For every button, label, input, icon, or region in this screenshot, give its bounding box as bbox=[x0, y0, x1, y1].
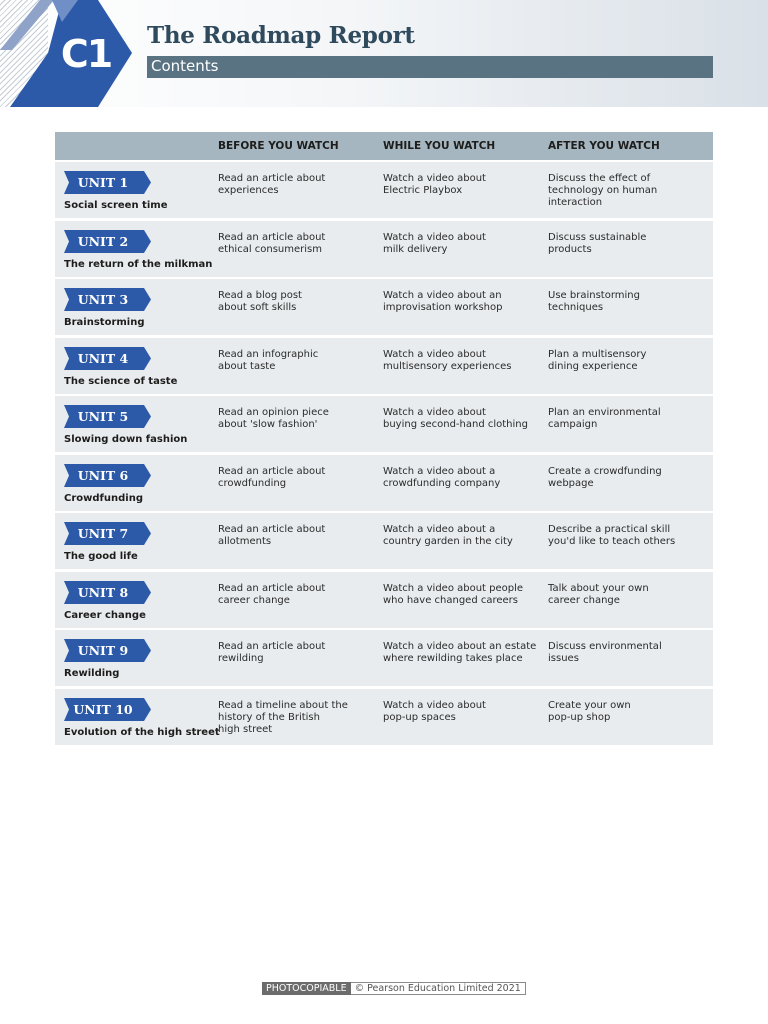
table-row bbox=[55, 689, 713, 745]
unit-title: Slowing down fashion bbox=[64, 434, 188, 445]
after-you-watch-cell: Discuss environmental issues bbox=[548, 641, 662, 664]
photocopiable-label: PHOTOCOPIABLE bbox=[262, 982, 351, 995]
before-you-watch-cell: Read an article about experiences bbox=[218, 173, 326, 196]
unit-title: Brainstorming bbox=[64, 317, 145, 328]
table-row bbox=[55, 221, 713, 277]
table-row bbox=[55, 513, 713, 569]
while-you-watch-cell: Watch a video about an improvisation workshop bbox=[383, 290, 503, 313]
after-you-watch-cell: Discuss sustainable products bbox=[548, 231, 647, 255]
unit-title: Social screen time bbox=[64, 200, 168, 211]
after-you-watch-cell: Plan an environmental campaign bbox=[548, 407, 661, 430]
while-you-watch-cell: Watch a video about a crowdfunding company bbox=[383, 465, 501, 489]
column-header-after: AFTER YOU WATCH bbox=[548, 140, 660, 152]
while-you-watch-cell: Watch a video about buying second-hand clothing bbox=[383, 407, 528, 430]
unit-title: Evolution of the high street bbox=[64, 726, 220, 738]
subtitle-bar bbox=[147, 56, 713, 78]
table-row bbox=[55, 162, 713, 218]
before-you-watch-cell: Read an article about ethical consumerism bbox=[218, 231, 326, 255]
after-you-watch-cell: Talk about your own career change bbox=[548, 582, 649, 606]
table-row bbox=[55, 338, 713, 394]
level-badge: C1 bbox=[60, 32, 112, 76]
while-you-watch-cell: Watch a video about a country garden in the city bbox=[383, 524, 513, 547]
unit-number: UNIT 4 bbox=[77, 350, 129, 366]
unit-title: Rewilding bbox=[64, 668, 120, 679]
unit-title: Career change bbox=[64, 609, 146, 621]
unit-number: UNIT 6 bbox=[77, 467, 129, 483]
unit-title: The good life bbox=[64, 551, 138, 562]
page-title: The Roadmap Report bbox=[147, 22, 415, 49]
unit-number: UNIT 5 bbox=[77, 409, 129, 424]
before-you-watch-cell: Read an infographic about taste bbox=[218, 348, 319, 372]
table-row bbox=[55, 572, 713, 628]
unit-number: UNIT 8 bbox=[77, 584, 129, 600]
column-header-before: BEFORE YOU WATCH bbox=[218, 140, 339, 152]
unit-title: The science of taste bbox=[64, 375, 178, 387]
table-row bbox=[55, 279, 713, 335]
after-you-watch-cell: Describe a practical skill you'd like to teach others bbox=[548, 524, 676, 547]
before-you-watch-cell: Read an article about career change bbox=[218, 582, 326, 606]
after-you-watch-cell: Plan a multisensory dining experience bbox=[548, 348, 647, 372]
before-you-watch-cell: Read an opinion piece about 'slow fashion' bbox=[218, 407, 329, 430]
table-row bbox=[55, 630, 713, 686]
while-you-watch-cell: Watch a video about people who have changed careers bbox=[383, 582, 524, 606]
copyright-notice: © Pearson Education Limited 2021 bbox=[351, 982, 526, 995]
before-you-watch-cell: Read an article about rewilding bbox=[218, 641, 326, 664]
after-you-watch-cell: Create your own pop-up shop bbox=[548, 699, 631, 723]
page-subtitle: Contents bbox=[151, 57, 219, 75]
while-you-watch-cell: Watch a video about Electric Playbox bbox=[383, 173, 486, 196]
unit-number: UNIT 10 bbox=[73, 701, 133, 717]
before-you-watch-cell: Read a timeline about the history of the British high street bbox=[218, 699, 348, 735]
while-you-watch-cell: Watch a video about milk delivery bbox=[383, 231, 486, 255]
after-you-watch-cell: Use brainstorming techniques bbox=[548, 290, 640, 313]
unit-title: The return of the milkman bbox=[64, 258, 213, 270]
before-you-watch-cell: Read an article about crowdfunding bbox=[218, 465, 326, 489]
after-you-watch-cell: Create a crowdfunding webpage bbox=[548, 465, 662, 489]
unit-number: UNIT 2 bbox=[77, 233, 129, 249]
unit-number: UNIT 9 bbox=[77, 643, 129, 658]
table-row bbox=[55, 396, 713, 452]
before-you-watch-cell: Read a blog post about soft skills bbox=[218, 290, 302, 313]
table-header bbox=[55, 132, 713, 160]
contents-table bbox=[55, 132, 713, 745]
unit-number: UNIT 1 bbox=[77, 175, 129, 190]
footer bbox=[262, 982, 526, 995]
table-row bbox=[55, 455, 713, 511]
after-you-watch-cell: Discuss the effect of technology on human interaction bbox=[548, 173, 658, 208]
while-you-watch-cell: Watch a video about pop-up spaces bbox=[383, 699, 486, 723]
before-you-watch-cell: Read an article about allotments bbox=[218, 524, 326, 547]
while-you-watch-cell: Watch a video about an estate where rewilding takes place bbox=[383, 641, 537, 664]
unit-title: Crowdfunding bbox=[64, 492, 143, 504]
unit-number: UNIT 7 bbox=[77, 526, 129, 541]
column-header-while: WHILE YOU WATCH bbox=[383, 140, 496, 152]
unit-number: UNIT 3 bbox=[77, 292, 129, 307]
while-you-watch-cell: Watch a video about multisensory experiences bbox=[383, 348, 512, 372]
